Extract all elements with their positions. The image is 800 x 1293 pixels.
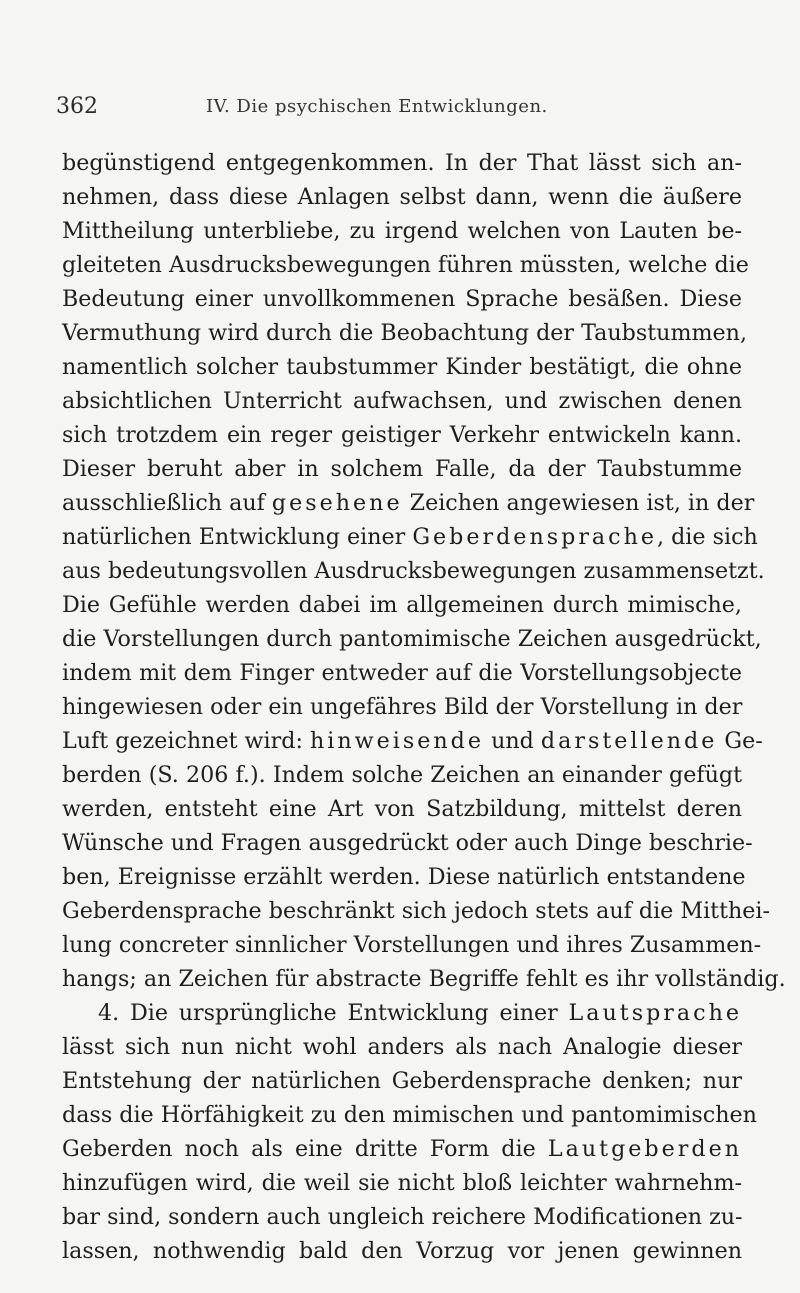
emphasis-word: darstellende [540, 728, 718, 754]
text-line: die Vorstellungen durch pantomimische Zeichen ausgedrückt, [62, 626, 762, 652]
emphasis-word: Lautgeberden [547, 1136, 742, 1162]
text-line: Mittheilung unterbliebe, zu irgend welchen von Lauten be- [62, 218, 742, 244]
page-number: 362 [56, 94, 98, 119]
text-run: ausschließlich auf [62, 490, 272, 516]
emphasis-word: Lautsprache [568, 1000, 742, 1026]
text-line [62, 520, 758, 554]
text-line: hinzufügen wird, die weil sie nicht bloß leichter wahrnehm- [62, 1170, 742, 1196]
text-line: Die Gefühle werden dabei im allgemeinen durch mimische, [62, 592, 742, 618]
running-title: IV. Die psychischen Entwicklungen. [206, 96, 548, 117]
text-line: Vermuthung wird durch die Beobachtung der Taubstummen, [62, 320, 748, 346]
text-run: Zeichen angewiesen ist, in der [402, 490, 755, 516]
text-line [62, 486, 755, 520]
text-line [62, 996, 742, 1030]
text-line: nehmen, dass diese Anlagen selbst dann, wenn die äußere [62, 184, 742, 210]
text-line: berden (S. 206 f.). Indem solche Zeichen an einander gefügt [62, 762, 742, 788]
text-line: dass die Hörfähigkeit zu den mimischen und pantomimischen [62, 1102, 757, 1128]
text-line: aus bedeutungsvollen Ausdrucksbewegungen zusammensetzt. [62, 558, 765, 584]
emphasis-word: Geberdensprache [412, 524, 657, 550]
text-run: Geberden noch als eine dritte Form die [62, 1136, 548, 1162]
text-run: 4. Die ursprüngliche Entwicklung einer [98, 1000, 569, 1026]
page-header [56, 94, 746, 128]
text-line: sich trotzdem ein reger geistiger Verkehr entwickeln kann. [62, 422, 742, 448]
text-line: werden, entsteht eine Art von Satzbildung, mittelst deren [62, 796, 742, 822]
text-line: begünstigend entgegenkommen. In der That lässt sich an- [62, 150, 742, 176]
text-line: bar sind, sondern auch ungleich reichere Modificationen zu- [62, 1204, 743, 1230]
text-line: absichtlichen Unterricht aufwachsen, und zwischen denen [62, 388, 742, 414]
text-line: Wünsche und Fragen ausgedrückt oder auch Dinge beschrie- [62, 830, 753, 856]
text-line: ben, Ereignisse erzählt werden. Diese natürlich entstandene [62, 864, 746, 890]
text-line: hangs; an Zeichen für abstracte Begriffe fehlt es ihr vollständig. [62, 966, 786, 992]
text-run: natürlichen Entwicklung einer [62, 524, 413, 550]
text-run: und [484, 728, 541, 754]
text-line: lassen, nothwendig bald den Vorzug vor jenen gewinnen [62, 1238, 742, 1264]
text-line: lässt sich nun nicht wohl anders als nach Analogie dieser [62, 1034, 742, 1060]
text-line: indem mit dem Finger entweder auf die Vorstellungsobjecte [62, 660, 742, 686]
text-line: namentlich solcher taubstummer Kinder bestätigt, die ohne [62, 354, 742, 380]
text-line [62, 1132, 742, 1166]
text-line [62, 724, 763, 758]
body-text [62, 146, 786, 1268]
text-line: Geberdensprache beschränkt sich jedoch stets auf die Mitthei- [62, 898, 771, 924]
text-line: Bedeutung einer unvollkommenen Sprache besäßen. Diese [62, 286, 742, 312]
text-line: Dieser beruht aber in solchem Falle, da der Taubstumme [62, 456, 742, 482]
emphasis-word: gesehene [271, 490, 403, 516]
text-line: Entstehung der natürlichen Geberdensprache denken; nur [62, 1068, 742, 1094]
text-run: Ge- [717, 728, 763, 754]
text-run: , die sich [657, 524, 758, 550]
text-line: gleiteten Ausdrucksbewegungen führen müssten, welche die [62, 252, 749, 278]
text-run: Luft gezeichnet wird: [62, 728, 310, 754]
text-line: lung concreter sinnlicher Vorstellungen und ihres Zusammen- [62, 932, 762, 958]
text-line: hingewiesen oder ein ungefähres Bild der Vorstellung in der [62, 694, 743, 720]
emphasis-word: hinweisende [309, 728, 485, 754]
